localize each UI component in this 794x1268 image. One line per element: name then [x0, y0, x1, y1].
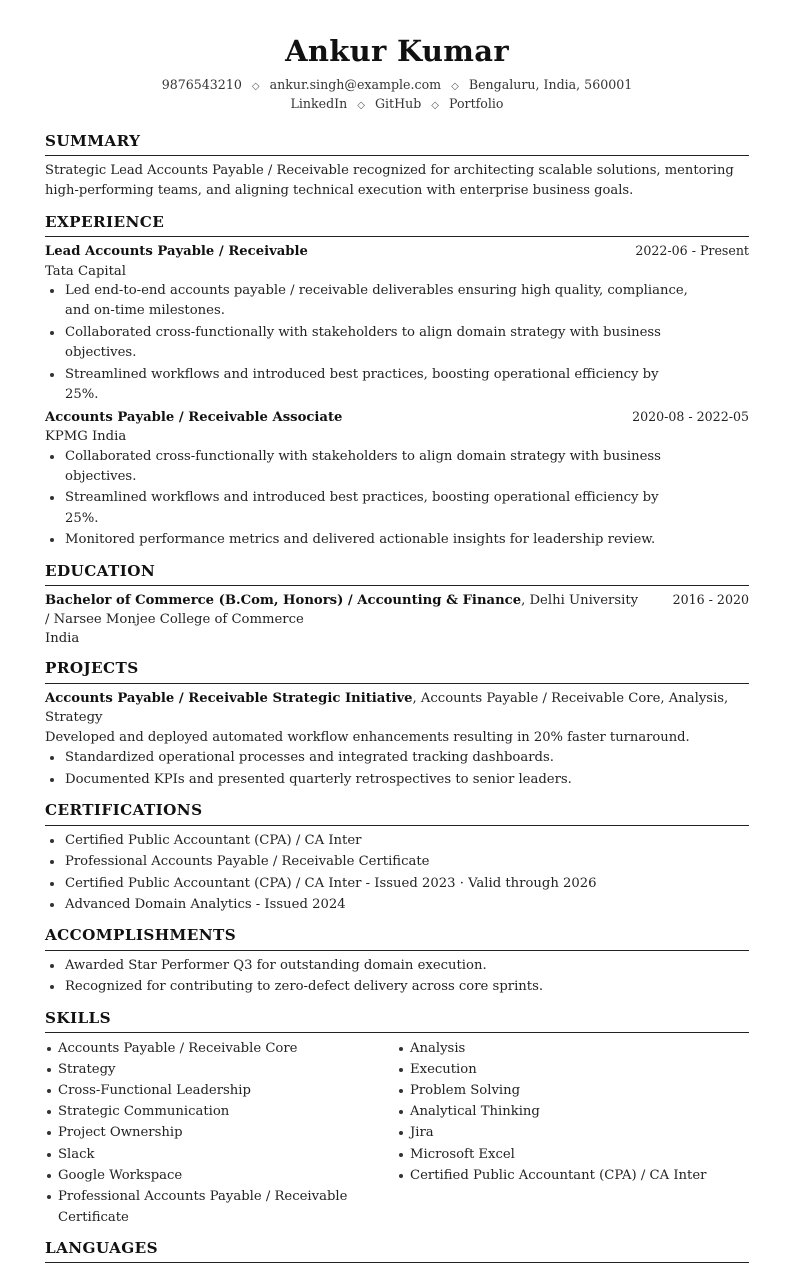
- institution: , Delhi University / Narsee Monjee College of Commerce: [45, 593, 639, 627]
- separator-icon: ◇: [431, 100, 439, 112]
- skill-item: Jira: [410, 1122, 749, 1143]
- portfolio-link[interactable]: Portfolio: [449, 96, 504, 112]
- skill-item: Project Ownership: [58, 1122, 397, 1143]
- skills-grid: [45, 1038, 749, 1228]
- contact-line: [45, 75, 749, 95]
- experience-entry: [45, 408, 749, 551]
- job-title: Lead Accounts Payable / Receivable: [45, 243, 308, 259]
- skill-item: Professional Accounts Payable / Receivable Certificate: [58, 1186, 397, 1228]
- list-item: Collaborated cross-functionally with stakeholders to align domain strategy with business objectives.: [65, 323, 749, 364]
- skill-item: Strategy: [58, 1059, 397, 1080]
- list-item: Monitored performance metrics and delivered actionable insights for leadership review.: [65, 530, 749, 550]
- list-item: Collaborated cross-functionally with stakeholders to align domain strategy with business objectives.: [65, 447, 749, 488]
- job-dates: 2020-08 - 2022-05: [632, 408, 749, 424]
- skills-column-right: [397, 1038, 749, 1228]
- list-item: Documented KPIs and presented quarterly retrospectives to senior leaders.: [65, 770, 749, 790]
- list-item: Advanced Domain Analytics - Issued 2024: [65, 895, 749, 915]
- projects-heading: PROJECTS: [45, 658, 749, 683]
- list-item: Professional Accounts Payable / Receivable Certificate: [65, 852, 749, 872]
- separator-icon: ◇: [251, 80, 260, 92]
- separator-icon: ◇: [357, 100, 365, 112]
- list-item: Certified Public Accountant (CPA) / CA Inter: [65, 831, 749, 851]
- separator-icon: ◇: [451, 80, 459, 92]
- education-entry: [45, 591, 749, 648]
- list-item: Certified Public Accountant (CPA) / CA Inter - Issued 2023 · Valid through 2026: [65, 874, 749, 894]
- skill-item: Slack: [58, 1144, 397, 1165]
- skill-item: Microsoft Excel: [410, 1144, 749, 1165]
- accomplishments-list: [45, 956, 749, 998]
- company-name: KPMG India: [45, 429, 127, 445]
- languages-heading: LANGUAGES: [45, 1238, 749, 1263]
- candidate-name: Ankur Kumar: [285, 34, 509, 68]
- summary-heading: SUMMARY: [45, 131, 749, 156]
- linkedin-link[interactable]: LinkedIn: [290, 96, 348, 112]
- links-line: [45, 94, 749, 114]
- list-item: Standardized operational processes and integrated tracking dashboards.: [65, 748, 749, 768]
- experience-entry: [45, 242, 749, 406]
- certifications-list: [45, 831, 749, 916]
- education-country: India: [45, 630, 80, 646]
- skill-item: Problem Solving: [410, 1080, 749, 1101]
- location: Bengaluru, India, 560001: [468, 76, 633, 92]
- list-item: Streamlined workflows and introduced best practices, boosting operational efficiency by 25%.: [65, 488, 749, 529]
- phone: 9876543210: [161, 76, 242, 92]
- job-dates: 2022-06 - Present: [635, 242, 749, 258]
- education-dates: 2016 - 2020: [672, 592, 749, 608]
- job-title: Accounts Payable / Receivable Associate: [45, 409, 343, 425]
- accomplishments-heading: ACCOMPLISHMENTS: [45, 925, 749, 950]
- job-bullets: [45, 281, 749, 406]
- education-heading: EDUCATION: [45, 561, 749, 586]
- list-item: Streamlined workflows and introduced best practices, boosting operational efficiency by 25%.: [65, 365, 749, 406]
- summary-text: Strategic Lead Accounts Payable / Receivable recognized for architecting scalable solutions, mentoring high-performing teams, and aligning technical execution with enterprise business goals.: [45, 163, 734, 199]
- skills-heading: SKILLS: [45, 1008, 749, 1033]
- skill-item: Certified Public Accountant (CPA) / CA Inter: [410, 1165, 749, 1186]
- skill-item: Strategic Communication: [58, 1101, 397, 1122]
- project-entry: [45, 689, 749, 791]
- job-bullets: [45, 447, 749, 551]
- project-description: Developed and deployed automated workflow enhancements resulting in 20% faster turnaround.: [45, 730, 690, 746]
- experience-heading: EXPERIENCE: [45, 212, 749, 237]
- certifications-heading: CERTIFICATIONS: [45, 800, 749, 825]
- skill-item: Accounts Payable / Receivable Core: [58, 1038, 397, 1059]
- company-name: Tata Capital: [45, 263, 126, 279]
- github-link[interactable]: GitHub: [374, 96, 422, 112]
- email: ankur.singh@example.com: [269, 76, 442, 92]
- project-title: Accounts Payable / Receivable Strategic Initiative: [45, 690, 413, 706]
- list-item: Awarded Star Performer Q3 for outstanding domain execution.: [65, 956, 749, 976]
- skill-item: Analysis: [410, 1038, 749, 1059]
- skill-item: Execution: [410, 1059, 749, 1080]
- list-item: Led end-to-end accounts payable / receivable deliverables ensuring high quality, compliance, and on-time milestones.: [65, 281, 749, 322]
- skill-item: Google Workspace: [58, 1165, 397, 1186]
- degree: Bachelor of Commerce (B.Com, Honors) / Accounting & Finance: [45, 593, 522, 609]
- project-bullets: [45, 748, 749, 790]
- resume-page: [45, 0, 749, 1268]
- skills-column-left: [45, 1038, 397, 1228]
- skill-item: Analytical Thinking: [410, 1101, 749, 1122]
- skill-item: Cross-Functional Leadership: [58, 1080, 397, 1101]
- project-tags: , Accounts Payable / Receivable Core, Analysis, Strategy: [45, 690, 729, 726]
- list-item: Recognized for contributing to zero-defect delivery across core sprints.: [65, 977, 749, 997]
